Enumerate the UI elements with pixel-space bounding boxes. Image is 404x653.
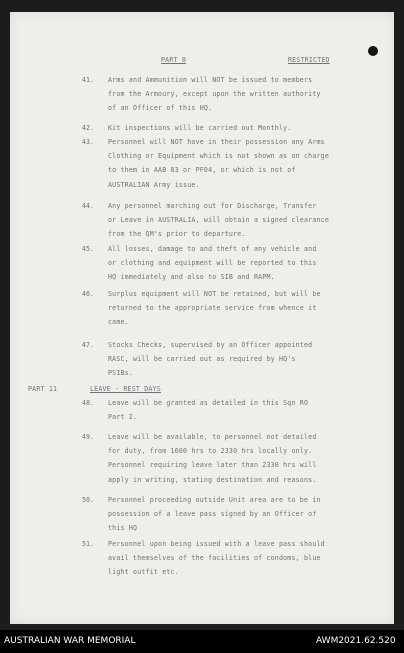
paragraph-text-line: All losses, damage to and theft of any vehicle and	[108, 245, 317, 253]
paragraph-text-line: possession of a leave pass signed by an Officer of	[108, 510, 317, 519]
paragraph-number: 42.	[82, 124, 94, 132]
classification-heading: RESTRICTED	[288, 56, 330, 64]
paragraph-text-line: from the Armoury, except upon the written authority	[108, 90, 321, 99]
paragraph-text-line: PSIBs.	[108, 369, 134, 378]
paragraph-text-line: Kit inspections will be carried out Monthly.	[108, 124, 292, 132]
paragraph-number: 44.	[82, 202, 94, 210]
paragraph-text-line: apply in writing, stating destination and reasons.	[108, 475, 317, 484]
paragraph-text-line: Leave will be granted as detailed in this Sqn RO	[108, 399, 309, 407]
paragraph-text-line: for duty, from 1600 hrs to 2330 hrs locally only.	[108, 447, 313, 456]
paragraph-text-line: HQ immediately and also to SIB and RAPM.	[108, 273, 275, 282]
paragraph-text-line: Arms and Ammunition will NOT be issued to members	[108, 76, 313, 84]
paragraph-number: 43.	[82, 138, 94, 146]
paragraph-text-line: or Leave in AUSTRALIA, will obtain a signed clearance	[108, 216, 329, 225]
paragraph-text-line: light outfit etc.	[108, 568, 179, 577]
paragraph-number: 49.	[82, 433, 94, 441]
punch-hole	[368, 46, 378, 56]
paragraph-number: 51.	[82, 540, 94, 548]
part-heading: PART 8	[161, 56, 187, 64]
paragraph-text-line: returned to the appropriate service from whence it	[108, 304, 317, 313]
paragraph-text-line: Personnel requiring leave later than 2330 hrs will	[108, 461, 317, 470]
paragraph-number: 46.	[82, 290, 94, 298]
paragraph-text-line: Leave will be available, to personnel not detailed	[108, 433, 317, 441]
paragraph-text-line: Any personnel marching out for Discharge, Transfer	[108, 202, 317, 210]
paragraph-text-line: Part I.	[108, 413, 138, 422]
paragraph-text-line: of an Officer of this HQ.	[108, 104, 213, 113]
paragraph-text-line: Clothing or Equipment which is not shown as on charge	[108, 152, 329, 161]
paragraph-number: 47.	[82, 341, 94, 349]
paragraph-text-line: to them in AAB 83 or PF04, or which is not of	[108, 166, 296, 175]
paragraph-text-line: this HQ	[108, 524, 138, 533]
paragraph-text-line: Personnel upon being issued with a leave pass should	[108, 540, 325, 548]
paragraph-text-line: or clothing and equipment will be reported to this	[108, 259, 317, 268]
paragraph-text-line: AUSTRALIAN Army issue.	[108, 180, 200, 189]
paragraph-number: 41.	[82, 76, 94, 84]
footer-accession-number: AWM2021.62.520	[316, 636, 396, 646]
paragraph-text-line: came.	[108, 318, 129, 327]
paragraph-text-line: RASC, will be carried out as required by HQ's	[108, 355, 296, 364]
paragraph-text-line: Surplus equipment will NOT be retained, but will be	[108, 290, 321, 298]
paragraph-text-line: Stocks Checks, supervised by an Officer appointed	[108, 341, 313, 349]
part-11-label: PART 11	[28, 385, 58, 393]
paragraph-text-line: Personnel proceeding outside Unit area are to be in	[108, 496, 321, 504]
paragraph-number: 50.	[82, 496, 94, 504]
paragraph-number: 48.	[82, 399, 94, 407]
footer-institution: AUSTRALIAN WAR MEMORIAL	[4, 636, 136, 646]
paragraph-text-line: from the QM's prior to departure.	[108, 230, 246, 239]
part-11-title: LEAVE - REST DAYS	[90, 385, 161, 393]
footer-bar	[0, 630, 404, 653]
paragraph-number: 45.	[82, 245, 94, 253]
paragraph-text-line: Personnel will NOT have in their possession any Arms	[108, 138, 325, 146]
paragraph-text-line: avail themselves of the facilities of condoms, blue	[108, 554, 321, 563]
